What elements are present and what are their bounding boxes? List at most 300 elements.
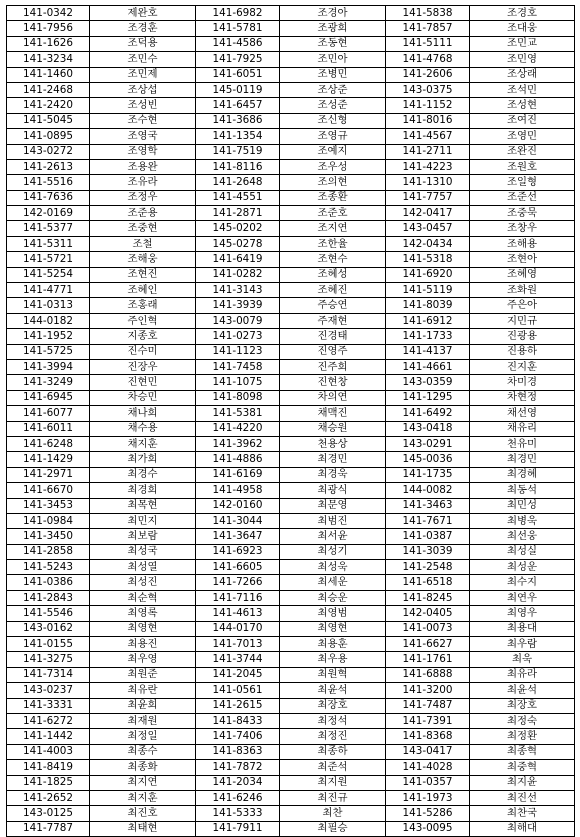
student-id-cell: 141-5254 xyxy=(7,267,90,282)
table-row xyxy=(7,159,575,174)
student-name-cell: 조중현 xyxy=(90,221,196,236)
student-id-cell: 141-4661 xyxy=(386,359,470,374)
student-id-cell: 141-0895 xyxy=(7,129,90,144)
table-row xyxy=(7,513,575,528)
student-id-cell: 141-1429 xyxy=(7,452,90,467)
student-name-cell: 조중묵 xyxy=(470,206,575,221)
student-id-cell: 141-8368 xyxy=(386,729,470,744)
student-name-cell: 제완호 xyxy=(90,6,196,21)
student-name-cell: 조철 xyxy=(90,236,196,251)
student-name-cell: 최윤희 xyxy=(90,698,196,713)
student-name-cell: 조일형 xyxy=(470,175,575,190)
student-id-cell: 141-4223 xyxy=(386,159,470,174)
student-name-cell: 최영록 xyxy=(90,606,196,621)
student-id-cell: 141-6272 xyxy=(7,713,90,728)
student-id-cell: 141-8363 xyxy=(196,744,280,759)
student-name-cell: 채맥진 xyxy=(280,406,386,421)
student-id-cell: 141-6011 xyxy=(7,421,90,436)
student-name-cell: 최종혁 xyxy=(470,744,575,759)
student-id-cell: 141-5381 xyxy=(196,406,280,421)
student-id-cell: 141-6670 xyxy=(7,483,90,498)
student-name-cell: 주은아 xyxy=(470,298,575,313)
student-id-cell: 141-2034 xyxy=(196,775,280,790)
table-row xyxy=(7,621,575,636)
student-name-cell: 조경훈 xyxy=(90,21,196,36)
student-id-cell: 141-3744 xyxy=(196,652,280,667)
student-id-cell: 141-2843 xyxy=(7,590,90,605)
student-id-cell: 141-4586 xyxy=(196,36,280,51)
student-id-cell: 141-5119 xyxy=(386,283,470,298)
student-name-cell: 최성진 xyxy=(90,575,196,590)
student-id-cell: 141-3994 xyxy=(7,359,90,374)
student-id-cell: 141-2468 xyxy=(7,82,90,97)
student-id-cell: 144-0170 xyxy=(196,621,280,636)
student-name-cell: 조원호 xyxy=(470,159,575,174)
student-id-cell: 141-2871 xyxy=(196,206,280,221)
student-id-cell: 141-7787 xyxy=(7,821,90,836)
student-id-cell: 143-0237 xyxy=(7,683,90,698)
student-name-cell: 조의현 xyxy=(280,175,386,190)
student-name-cell: 최원준 xyxy=(90,667,196,682)
student-name-cell: 조준용 xyxy=(90,206,196,221)
student-id-cell: 141-3039 xyxy=(386,544,470,559)
student-name-cell: 최경욱 xyxy=(280,467,386,482)
student-id-cell: 141-5111 xyxy=(386,36,470,51)
student-name-cell: 최성욱 xyxy=(280,560,386,575)
student-name-cell: 최동석 xyxy=(470,483,575,498)
student-id-cell: 141-7013 xyxy=(196,637,280,652)
table-row xyxy=(7,52,575,67)
student-id-cell: 143-0375 xyxy=(386,82,470,97)
student-name-cell: 최장호 xyxy=(280,698,386,713)
student-name-cell: 최해대 xyxy=(470,821,575,836)
student-name-cell: 최광식 xyxy=(280,483,386,498)
table-row xyxy=(7,221,575,236)
student-name-cell: 조상준 xyxy=(280,82,386,97)
student-id-cell: 144-0082 xyxy=(386,483,470,498)
student-id-cell: 141-5721 xyxy=(7,252,90,267)
student-id-cell: 141-5546 xyxy=(7,606,90,621)
student-name-cell: 조민제 xyxy=(90,67,196,82)
student-name-cell: 최순혁 xyxy=(90,590,196,605)
student-name-cell: 최원혁 xyxy=(280,667,386,682)
student-name-cell: 조성현 xyxy=(470,98,575,113)
table-row xyxy=(7,544,575,559)
student-name-cell: 최성열 xyxy=(90,560,196,575)
student-id-cell: 142-0405 xyxy=(386,606,470,621)
student-name-cell: 최영현 xyxy=(280,621,386,636)
student-name-cell: 최민지 xyxy=(90,513,196,528)
student-id-cell: 141-7458 xyxy=(196,359,280,374)
table-row xyxy=(7,144,575,159)
student-id-cell: 142-0160 xyxy=(196,498,280,513)
student-id-cell: 141-8039 xyxy=(386,298,470,313)
student-id-cell: 141-6248 xyxy=(7,436,90,451)
student-name-cell: 최보람 xyxy=(90,529,196,544)
student-id-cell: 141-0273 xyxy=(196,329,280,344)
student-name-cell: 조석민 xyxy=(470,82,575,97)
student-id-cell: 141-6920 xyxy=(386,267,470,282)
student-name-cell: 조영민 xyxy=(470,129,575,144)
table-row xyxy=(7,206,575,221)
student-id-cell: 141-1825 xyxy=(7,775,90,790)
student-name-cell: 최우용 xyxy=(280,652,386,667)
student-id-cell: 141-4567 xyxy=(386,129,470,144)
student-name-cell: 조민아 xyxy=(280,52,386,67)
student-id-cell: 141-1460 xyxy=(7,67,90,82)
student-name-cell: 조창우 xyxy=(470,221,575,236)
student-name-cell: 지종호 xyxy=(90,329,196,344)
student-name-cell: 최종하 xyxy=(280,744,386,759)
table-row xyxy=(7,344,575,359)
student-id-cell: 141-8016 xyxy=(386,113,470,128)
student-id-cell: 141-3200 xyxy=(386,683,470,698)
student-name-cell: 천용상 xyxy=(280,436,386,451)
student-id-cell: 141-4028 xyxy=(386,760,470,775)
student-id-cell: 141-5045 xyxy=(7,113,90,128)
student-id-cell: 141-3234 xyxy=(7,52,90,67)
table-row xyxy=(7,390,575,405)
student-name-cell: 조예지 xyxy=(280,144,386,159)
table-row xyxy=(7,267,575,282)
table-row xyxy=(7,190,575,205)
table-row xyxy=(7,713,575,728)
student-name-cell: 조상섭 xyxy=(90,82,196,97)
student-name-cell: 채지훈 xyxy=(90,436,196,451)
student-name-cell: 진수미 xyxy=(90,344,196,359)
student-id-cell: 141-6982 xyxy=(196,6,280,21)
table-row xyxy=(7,436,575,451)
student-id-cell: 141-2711 xyxy=(386,144,470,159)
student-name-cell: 최경혜 xyxy=(470,467,575,482)
student-name-cell: 조병민 xyxy=(280,67,386,82)
student-name-cell: 조현수 xyxy=(280,252,386,267)
table-row xyxy=(7,683,575,698)
table-row xyxy=(7,421,575,436)
table-row xyxy=(7,667,575,682)
student-name-cell: 조현아 xyxy=(470,252,575,267)
student-id-cell: 141-2971 xyxy=(7,467,90,482)
student-name-cell: 최우영 xyxy=(90,652,196,667)
student-name-cell: 채승원 xyxy=(280,421,386,436)
table-row xyxy=(7,775,575,790)
student-id-cell: 141-5377 xyxy=(7,221,90,236)
student-id-cell: 141-8116 xyxy=(196,159,280,174)
student-name-cell: 조경호 xyxy=(470,6,575,21)
student-name-cell: 차현정 xyxy=(470,390,575,405)
student-name-cell: 채선영 xyxy=(470,406,575,421)
table-row xyxy=(7,298,575,313)
student-id-cell: 141-1626 xyxy=(7,36,90,51)
student-name-cell: 최찬국 xyxy=(470,806,575,821)
student-id-cell: 141-3249 xyxy=(7,375,90,390)
table-row xyxy=(7,406,575,421)
student-id-cell: 141-5516 xyxy=(7,175,90,190)
student-name-cell: 조영국 xyxy=(90,129,196,144)
student-id-cell: 141-7671 xyxy=(386,513,470,528)
student-id-cell: 141-7956 xyxy=(7,21,90,36)
student-name-cell: 진영주 xyxy=(280,344,386,359)
student-id-cell: 141-5838 xyxy=(386,6,470,21)
student-id-cell: 141-7857 xyxy=(386,21,470,36)
student-id-cell: 141-5725 xyxy=(7,344,90,359)
student-id-cell: 141-7911 xyxy=(196,821,280,836)
student-id-cell: 141-8433 xyxy=(196,713,280,728)
table-row xyxy=(7,760,575,775)
student-name-cell: 조지연 xyxy=(280,221,386,236)
table-row xyxy=(7,590,575,605)
student-name-cell: 조영규 xyxy=(280,129,386,144)
student-id-cell: 141-7266 xyxy=(196,575,280,590)
student-id-cell: 141-4768 xyxy=(386,52,470,67)
table-row xyxy=(7,36,575,51)
student-id-cell: 144-0182 xyxy=(7,313,90,328)
table-row xyxy=(7,82,575,97)
student-name-cell: 최영범 xyxy=(280,606,386,621)
student-name-cell: 최병욱 xyxy=(470,513,575,528)
table-row xyxy=(7,575,575,590)
student-name-cell: 최태현 xyxy=(90,821,196,836)
table-row xyxy=(7,329,575,344)
table-row xyxy=(7,498,575,513)
student-id-cell: 141-3044 xyxy=(196,513,280,528)
student-id-cell: 141-7406 xyxy=(196,729,280,744)
student-id-cell: 141-2648 xyxy=(196,175,280,190)
student-id-cell: 141-1761 xyxy=(386,652,470,667)
roster-body xyxy=(7,6,575,837)
student-id-cell: 141-0155 xyxy=(7,637,90,652)
student-name-cell: 조신형 xyxy=(280,113,386,128)
student-name-cell: 최민성 xyxy=(470,498,575,513)
student-name-cell: 최목현 xyxy=(90,498,196,513)
student-id-cell: 141-6077 xyxy=(7,406,90,421)
student-id-cell: 141-5781 xyxy=(196,21,280,36)
student-id-cell: 141-0313 xyxy=(7,298,90,313)
student-id-cell: 141-2615 xyxy=(196,698,280,713)
table-row xyxy=(7,313,575,328)
student-name-cell: 조덕용 xyxy=(90,36,196,51)
student-id-cell: 141-2858 xyxy=(7,544,90,559)
student-id-cell: 141-8098 xyxy=(196,390,280,405)
student-name-cell: 주재현 xyxy=(280,313,386,328)
student-name-cell: 최용훈 xyxy=(280,637,386,652)
student-name-cell: 조경아 xyxy=(280,6,386,21)
student-name-cell: 진장우 xyxy=(90,359,196,374)
student-name-cell: 조혜영 xyxy=(470,267,575,282)
student-name-cell: 지민규 xyxy=(470,313,575,328)
student-id-cell: 141-6419 xyxy=(196,252,280,267)
student-name-cell: 조광희 xyxy=(280,21,386,36)
student-name-cell: 진현민 xyxy=(90,375,196,390)
student-id-cell: 141-1152 xyxy=(386,98,470,113)
student-id-cell: 141-3275 xyxy=(7,652,90,667)
student-id-cell: 141-4220 xyxy=(196,421,280,436)
table-row xyxy=(7,483,575,498)
student-name-cell: 조준호 xyxy=(280,206,386,221)
student-id-cell: 141-5286 xyxy=(386,806,470,821)
table-row xyxy=(7,467,575,482)
student-id-cell: 141-6169 xyxy=(196,467,280,482)
student-name-cell: 조혜진 xyxy=(280,283,386,298)
student-name-cell: 최정석 xyxy=(280,713,386,728)
student-id-cell: 141-1354 xyxy=(196,129,280,144)
student-name-cell: 최세운 xyxy=(280,575,386,590)
student-name-cell: 조민영 xyxy=(470,52,575,67)
student-name-cell: 조종환 xyxy=(280,190,386,205)
student-id-cell: 141-3962 xyxy=(196,436,280,451)
student-id-cell: 141-1973 xyxy=(386,790,470,805)
student-name-cell: 차승민 xyxy=(90,390,196,405)
student-id-cell: 141-6888 xyxy=(386,667,470,682)
student-name-cell: 최용진 xyxy=(90,637,196,652)
student-id-cell: 145-0202 xyxy=(196,221,280,236)
student-id-cell: 141-1735 xyxy=(386,467,470,482)
student-id-cell: 143-0162 xyxy=(7,621,90,636)
student-id-cell: 141-6246 xyxy=(196,790,280,805)
student-id-cell: 145-0036 xyxy=(386,452,470,467)
student-name-cell: 차미경 xyxy=(470,375,575,390)
student-id-cell: 141-3450 xyxy=(7,529,90,544)
student-id-cell: 141-3453 xyxy=(7,498,90,513)
student-name-cell: 최준석 xyxy=(280,760,386,775)
student-id-cell: 141-8419 xyxy=(7,760,90,775)
student-id-cell: 141-0387 xyxy=(386,529,470,544)
student-id-cell: 143-0359 xyxy=(386,375,470,390)
student-name-cell: 최정일 xyxy=(90,729,196,744)
student-name-cell: 조성빈 xyxy=(90,98,196,113)
student-id-cell: 141-5311 xyxy=(7,236,90,251)
student-name-cell: 최유라 xyxy=(470,667,575,682)
student-name-cell: 최용대 xyxy=(470,621,575,636)
student-id-cell: 141-4958 xyxy=(196,483,280,498)
student-name-cell: 조민교 xyxy=(470,36,575,51)
student-name-cell: 조혜성 xyxy=(280,267,386,282)
student-id-cell: 141-4003 xyxy=(7,744,90,759)
student-name-cell: 진현창 xyxy=(280,375,386,390)
student-id-cell: 141-6605 xyxy=(196,560,280,575)
table-row xyxy=(7,529,575,544)
student-id-cell: 141-6051 xyxy=(196,67,280,82)
student-id-cell: 141-1123 xyxy=(196,344,280,359)
student-id-cell: 141-0282 xyxy=(196,267,280,282)
student-name-cell: 최진호 xyxy=(90,806,196,821)
student-name-cell: 조여진 xyxy=(470,113,575,128)
student-name-cell: 최경민 xyxy=(280,452,386,467)
student-id-cell: 143-0418 xyxy=(386,421,470,436)
student-name-cell: 조대웅 xyxy=(470,21,575,36)
student-name-cell: 최범진 xyxy=(280,513,386,528)
student-id-cell: 141-1442 xyxy=(7,729,90,744)
student-id-cell: 141-3647 xyxy=(196,529,280,544)
student-id-cell: 143-0125 xyxy=(7,806,90,821)
student-name-cell: 최정숙 xyxy=(470,713,575,728)
student-id-cell: 142-0434 xyxy=(386,236,470,251)
student-name-cell: 최가희 xyxy=(90,452,196,467)
student-id-cell: 143-0272 xyxy=(7,144,90,159)
student-id-cell: 143-0095 xyxy=(386,821,470,836)
table-row xyxy=(7,175,575,190)
student-id-cell: 141-1952 xyxy=(7,329,90,344)
student-id-cell: 141-7757 xyxy=(386,190,470,205)
student-name-cell: 최연우 xyxy=(470,590,575,605)
student-name-cell: 채나희 xyxy=(90,406,196,421)
student-name-cell: 최윤석 xyxy=(470,683,575,698)
student-name-cell: 진용하 xyxy=(470,344,575,359)
student-id-cell: 141-2420 xyxy=(7,98,90,113)
student-name-cell: 조현진 xyxy=(90,267,196,282)
student-name-cell: 최재원 xyxy=(90,713,196,728)
student-id-cell: 141-0342 xyxy=(7,6,90,21)
student-name-cell: 조홍래 xyxy=(90,298,196,313)
student-roster-table xyxy=(6,5,575,837)
student-id-cell: 141-1310 xyxy=(386,175,470,190)
student-name-cell: 최문영 xyxy=(280,498,386,513)
student-name-cell: 최찬 xyxy=(280,806,386,821)
student-name-cell: 조우성 xyxy=(280,159,386,174)
student-name-cell: 조용완 xyxy=(90,159,196,174)
student-name-cell: 최영우 xyxy=(470,606,575,621)
student-name-cell: 진주희 xyxy=(280,359,386,374)
student-name-cell: 조화원 xyxy=(470,283,575,298)
table-row xyxy=(7,821,575,836)
student-id-cell: 141-4886 xyxy=(196,452,280,467)
student-id-cell: 141-5333 xyxy=(196,806,280,821)
table-row xyxy=(7,113,575,128)
student-id-cell: 141-2548 xyxy=(386,560,470,575)
student-name-cell: 최경민 xyxy=(470,452,575,467)
student-id-cell: 141-7391 xyxy=(386,713,470,728)
student-id-cell: 141-1075 xyxy=(196,375,280,390)
table-row xyxy=(7,129,575,144)
table-row xyxy=(7,67,575,82)
student-id-cell: 141-7925 xyxy=(196,52,280,67)
student-name-cell: 진광용 xyxy=(470,329,575,344)
student-id-cell: 141-3463 xyxy=(386,498,470,513)
table-row xyxy=(7,637,575,652)
student-name-cell: 채유리 xyxy=(470,421,575,436)
student-name-cell: 최윤석 xyxy=(280,683,386,698)
student-name-cell: 최욱 xyxy=(470,652,575,667)
student-name-cell: 조수현 xyxy=(90,113,196,128)
table-row xyxy=(7,252,575,267)
student-id-cell: 141-6923 xyxy=(196,544,280,559)
table-row xyxy=(7,606,575,621)
student-id-cell: 141-3331 xyxy=(7,698,90,713)
student-id-cell: 141-7314 xyxy=(7,667,90,682)
student-name-cell: 최영현 xyxy=(90,621,196,636)
student-name-cell: 최진선 xyxy=(470,790,575,805)
student-id-cell: 142-0417 xyxy=(386,206,470,221)
student-id-cell: 141-5318 xyxy=(386,252,470,267)
student-id-cell: 141-4613 xyxy=(196,606,280,621)
student-id-cell: 141-0984 xyxy=(7,513,90,528)
student-id-cell: 141-6457 xyxy=(196,98,280,113)
student-name-cell: 최정진 xyxy=(280,729,386,744)
student-name-cell: 최지원 xyxy=(280,775,386,790)
student-name-cell: 조해용 xyxy=(470,236,575,251)
student-id-cell: 141-6945 xyxy=(7,390,90,405)
student-id-cell: 141-6518 xyxy=(386,575,470,590)
student-name-cell: 주인혁 xyxy=(90,313,196,328)
student-id-cell: 141-2045 xyxy=(196,667,280,682)
student-name-cell: 차의연 xyxy=(280,390,386,405)
table-row xyxy=(7,790,575,805)
student-name-cell: 조영학 xyxy=(90,144,196,159)
student-name-cell: 최성기 xyxy=(280,544,386,559)
table-row xyxy=(7,652,575,667)
student-name-cell: 조혜인 xyxy=(90,283,196,298)
table-row xyxy=(7,98,575,113)
